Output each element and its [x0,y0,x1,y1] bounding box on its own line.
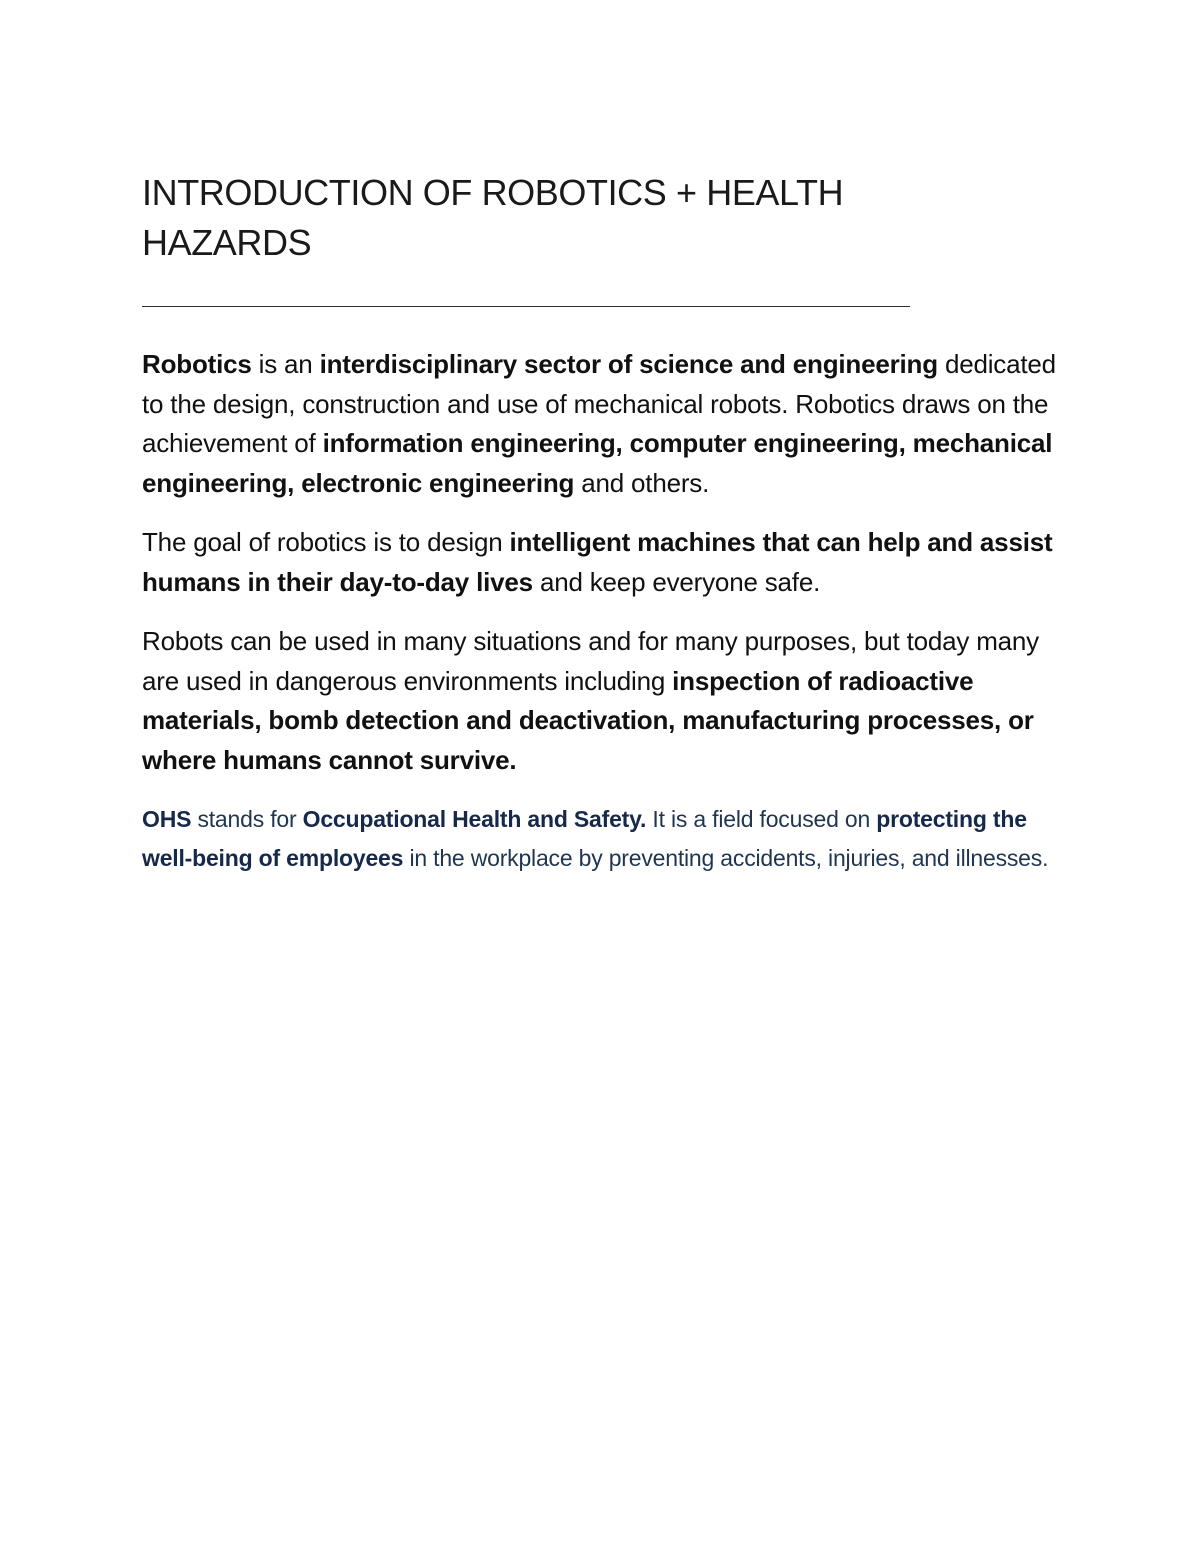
text-segment: in the workplace by preventing accidents, injuries, and illnesses. [403,845,1049,871]
text-segment: dedicated to the design, construction and use of mechanical robots. Robotics draws on the achievement of [142,349,1056,458]
text-segment: stands for [191,806,303,832]
page-title: INTRODUCTION OF ROBOTICS + HEALTH HAZARDS [142,172,844,263]
text-segment: intelligent machines that can help and assist humans in their day-to-day lives [142,527,1053,597]
text-segment: It is a field focused on [646,806,877,832]
text-segment: is an [251,349,320,379]
text-segment: Occupational Health and Safety. [302,806,647,832]
text-segment: inspection of radioactive materials, bomb detection and deactivation, manufacturing processes, or where humans cannot survive. [142,665,1034,775]
paragraph-robotics-definition [142,345,1072,503]
paragraph-robotics-goal [142,523,1072,602]
paragraph-ohs-definition [142,800,1072,878]
text-segment: Robots can be used in many situations and for many purposes, but today many are used in dangerous environments including [142,626,1039,696]
text-segment: and others. [574,467,710,498]
paragraph-robot-uses [142,622,1072,780]
text-segment: and keep everyone safe. [532,566,821,597]
document-body [142,345,1072,878]
document-page [142,168,1072,878]
horizontal-rule [142,306,910,307]
text-segment: Robotics [142,349,252,379]
text-segment: The goal of robotics is to design [142,527,510,557]
text-segment: protecting the well-being of employees [142,806,1027,871]
text-segment: information engineering, computer engineering, mechanical engineering, electronic engineering [142,428,1053,498]
text-segment: OHS [142,806,192,832]
text-segment: interdisciplinary sector of science and engineering [319,349,938,379]
